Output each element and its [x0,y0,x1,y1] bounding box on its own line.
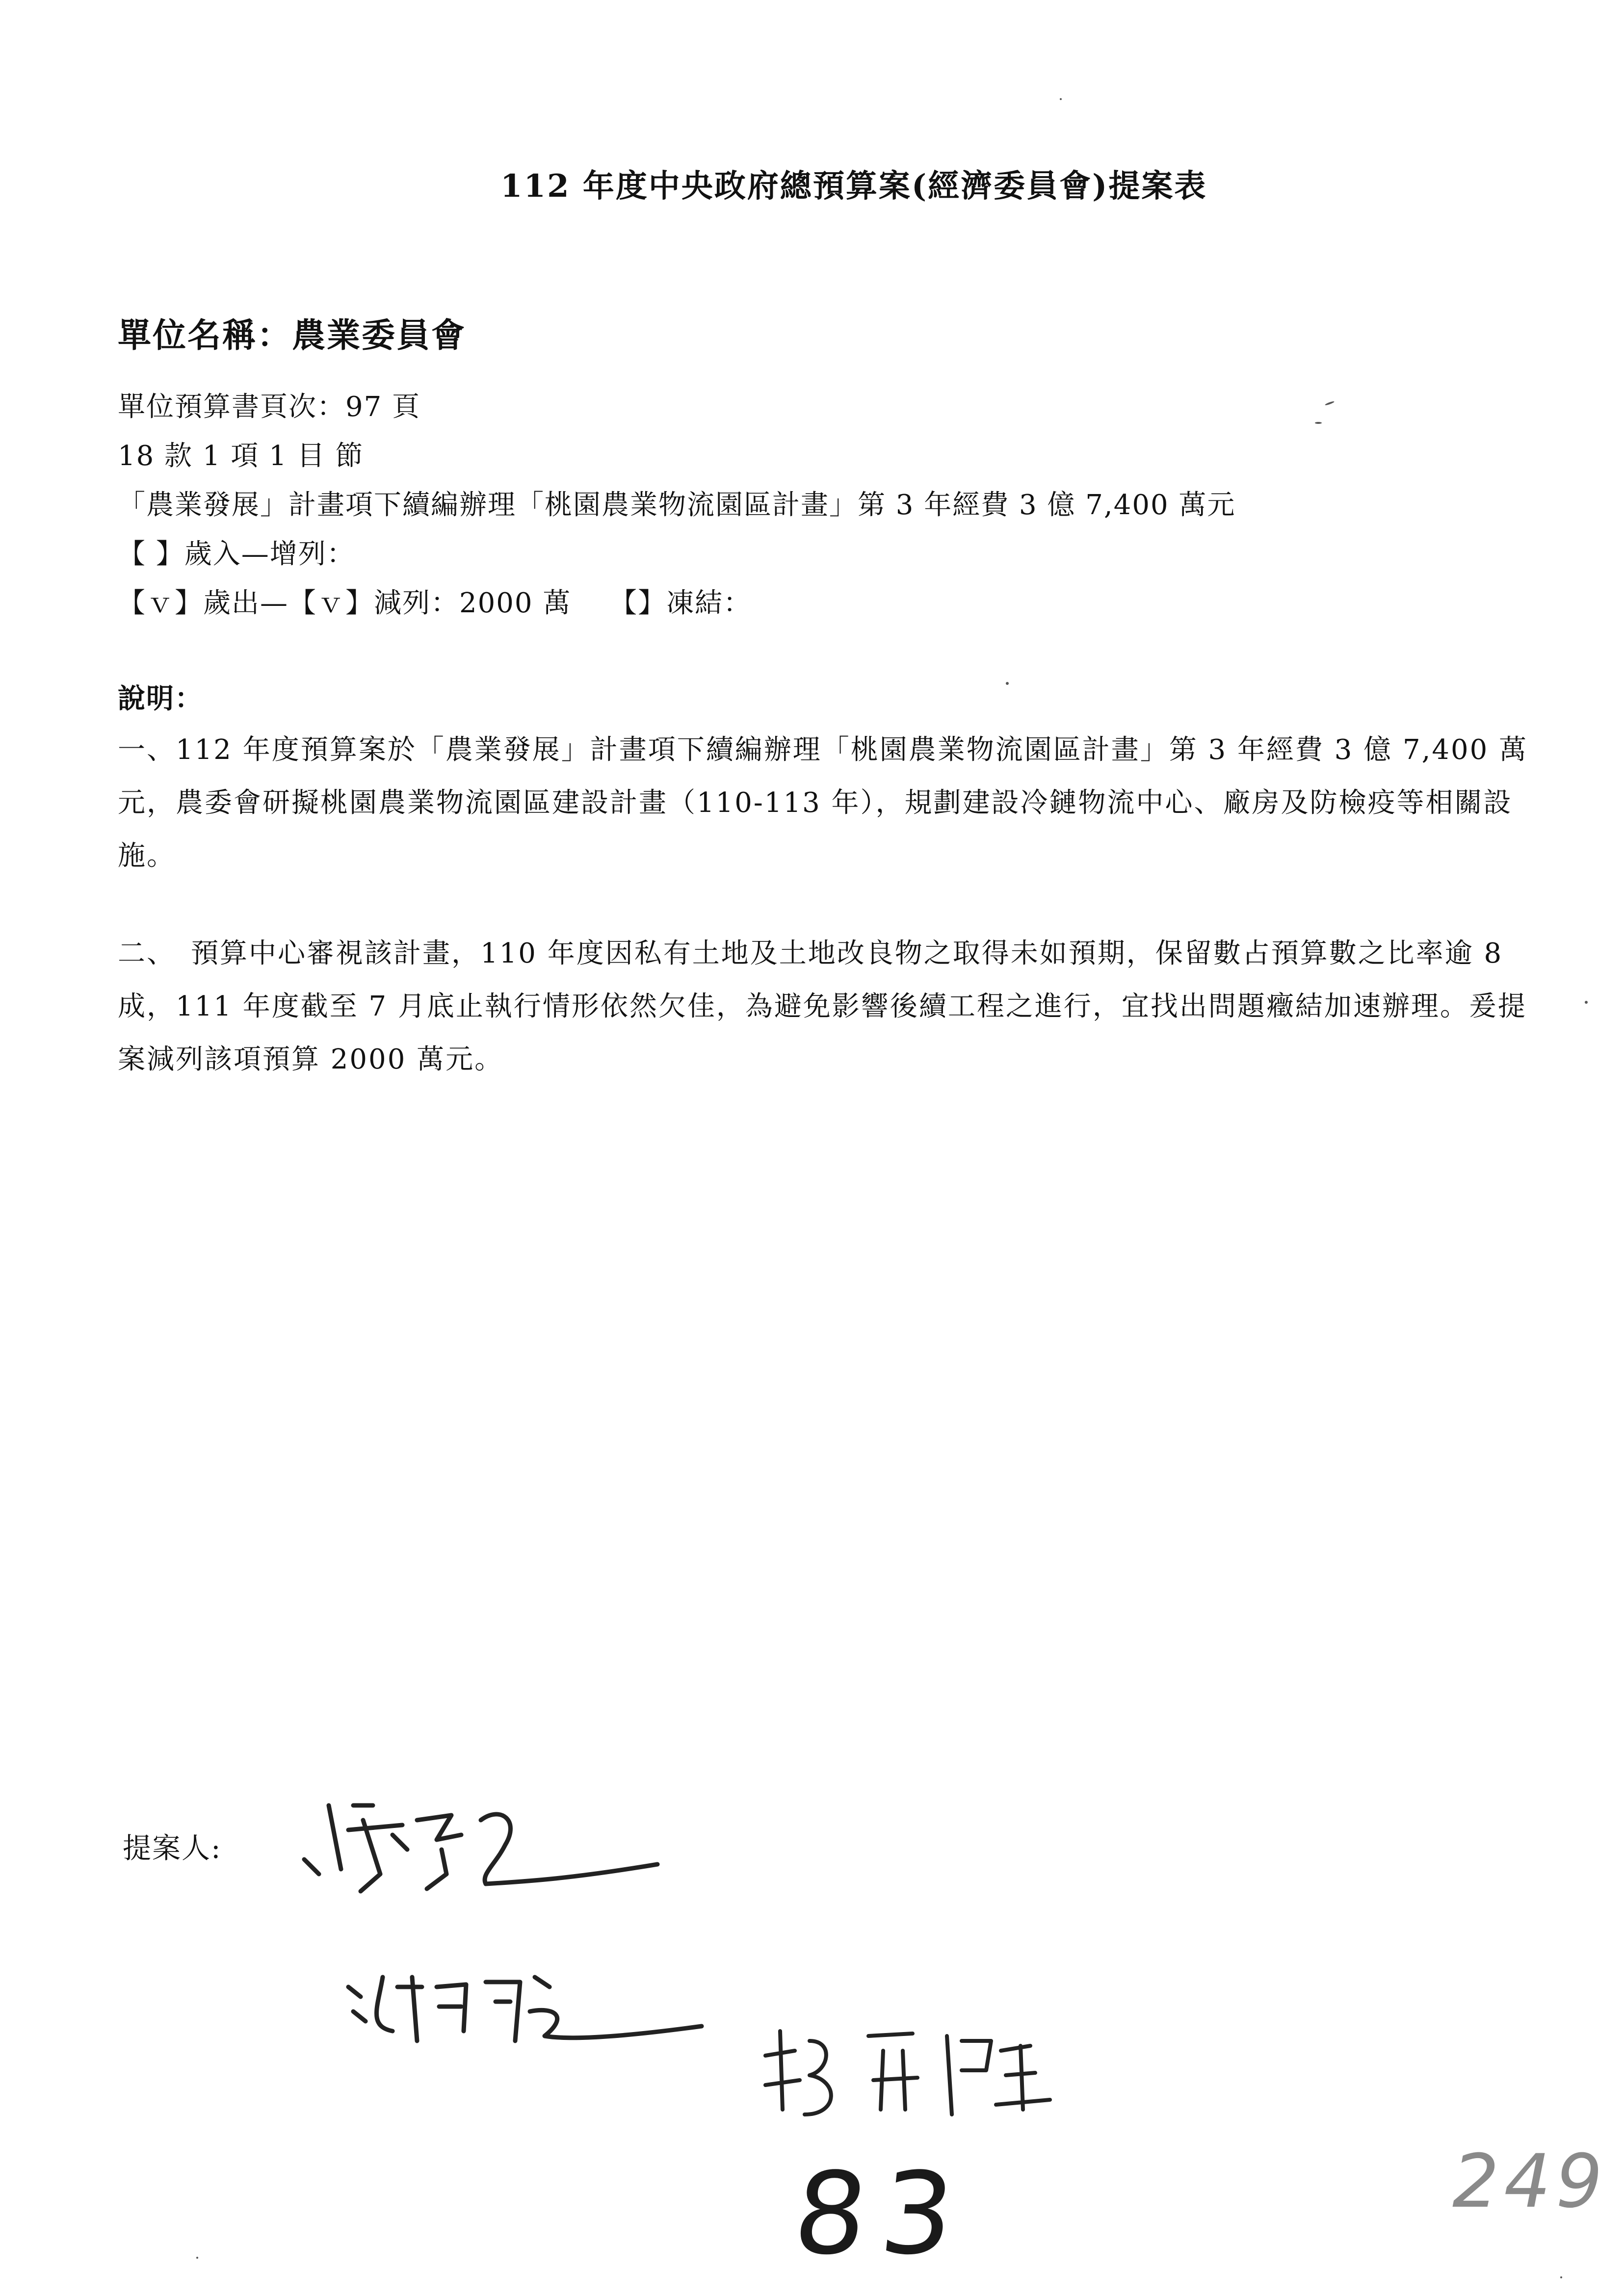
signature-3 [756,2011,1109,2124]
revenue-line: 【 】歲入—增列： [118,538,355,570]
explanation-paragraph-2: 二、 預算中心審視該計畫，110 年度因私有土地及土地改良物之取得未如預期，保留數占預算數之比率逾 8 成，111 年度截至 7 月底止執行情形依然欠佳，為避免影響後續工程之進行，宜找出問題癥結加速辦理。爰提案減列該項預算 2000 萬元。 [118,938,1527,1075]
budget-item-line: 18 款 1 項 1 目 節 [118,440,364,472]
signature-2 [339,1957,711,2056]
proposer-label: 提案人: [123,1831,222,1865]
scan-speck [1585,1001,1588,1004]
scan-speck [1006,682,1009,685]
unit-name: 單位名稱：農業委員會 [118,316,467,355]
explanation-label: 說明： [118,682,203,715]
page-title: 112 年度中央政府總預算案(經濟委員會)提案表 [500,168,1207,205]
scan-speck [1560,2276,1562,2278]
scan-speck [1060,98,1062,100]
explanation-paragraph-1: 一、112 年度預算案於「農業發展」計畫項下續編辦理「桃園農業物流園區計畫」第 3 年經費 3 億 7,400 萬元，農委會研擬桃園農業物流園區建設計畫（110-113 年），規劃建設冷鏈物流中心、廠房及防檢疫等相關設施。 [118,734,1528,872]
scan-speck [1325,401,1335,406]
handwritten-page-number: 249 [1452,2139,1608,2224]
scan-speck [1315,422,1322,424]
plan-line: 「農業發展」計畫項下續編辦理「桃園農業物流園區計畫」第 3 年經費 3 億 7,400 萬元 [118,489,1236,521]
expenditure-line: 【ｖ】歲出—【ｖ】減列：2000 萬 【】凍結： [118,587,752,619]
scan-speck [196,2257,198,2259]
signature-1 [294,1776,667,1904]
budget-page-line: 單位預算書頁次：97 頁 [118,391,421,423]
handwritten-stamp-number: 83 [787,2149,975,2280]
